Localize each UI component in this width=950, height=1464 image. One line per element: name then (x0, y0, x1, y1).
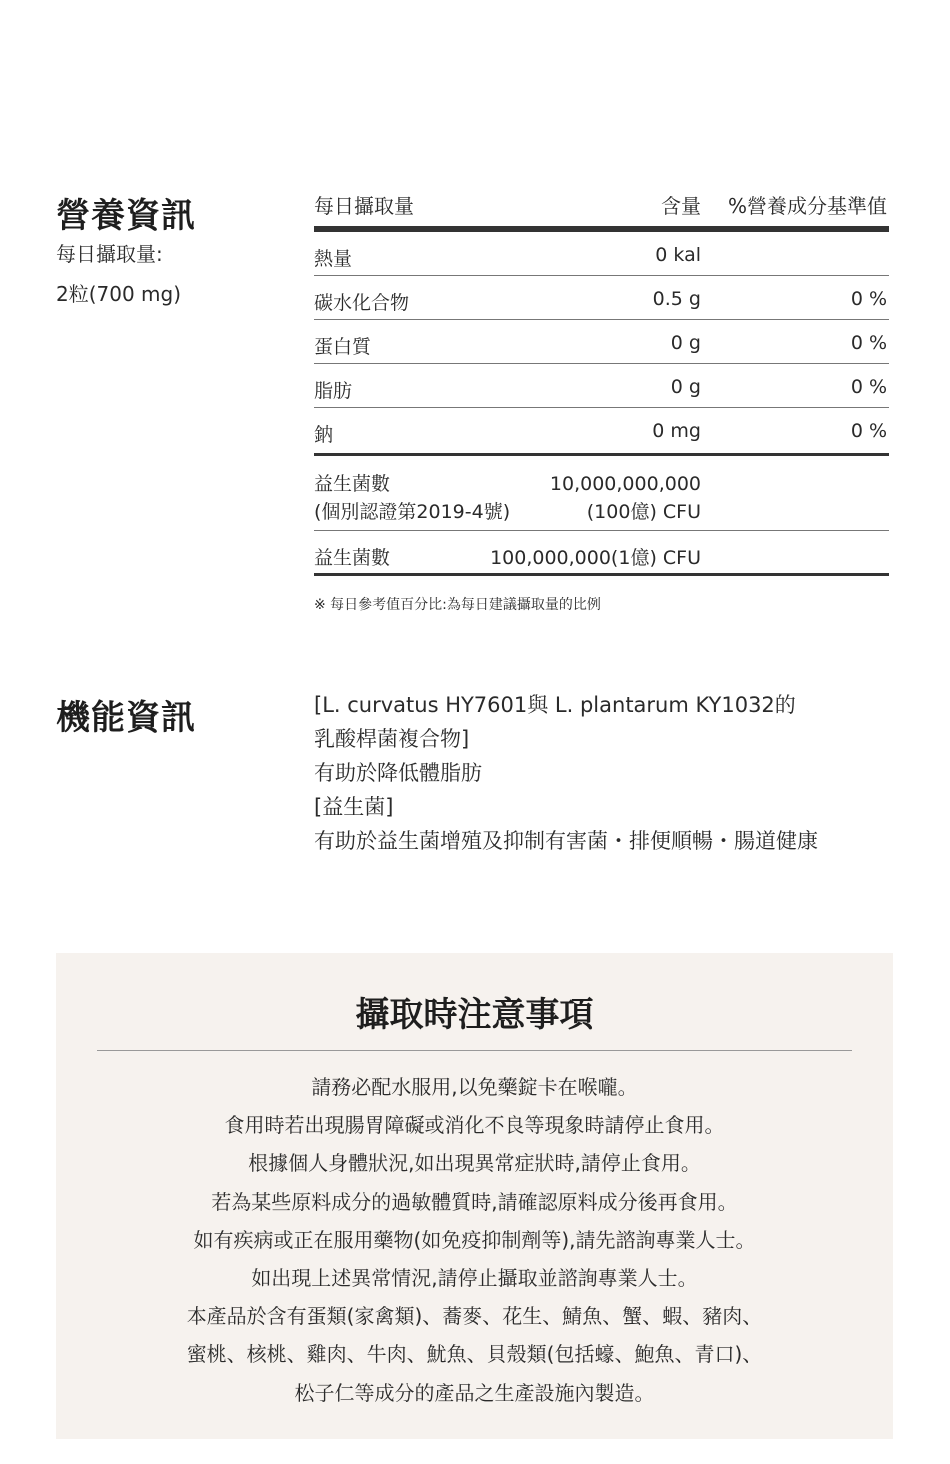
caution-line: 如有疾病或正在服用藥物(如免疫抑制劑等),請先諮詢專業人士。 (193, 1227, 756, 1252)
caution-line: 根據個人身體狀況,如出現異常症狀時,請停止食用。 (248, 1151, 701, 1176)
row-item: 鈉 (314, 424, 334, 446)
table-row-probiotic-count (314, 531, 889, 576)
table-row (314, 364, 889, 408)
row-item: 蛋白質 (314, 336, 372, 358)
table-row (314, 232, 889, 276)
caution-line: 請務必配水服用,以免藥錠卡在喉嚨。 (311, 1075, 638, 1099)
row-amount: 0.5 g (652, 288, 701, 310)
caution-title: 攝取時注意事項 (355, 995, 594, 1035)
caution-line: 蜜桃、核桃、雞肉、牛肉、魷魚、貝殼類(包括蠔、鮑魚、青口)、 (186, 1342, 763, 1367)
function-heading-1-line-1: [L. curvatus HY7601與 L. plantarum KY1032的 (314, 693, 796, 717)
header-item: 每日攝取量 (314, 194, 414, 218)
caution-line: 如出現上述異常情況,請停止攝取並諮詢專業人士。 (251, 1266, 698, 1291)
row-item: 熱量 (314, 248, 353, 270)
function-content (314, 688, 874, 858)
row-amount: 0 g (670, 376, 701, 398)
row-amount: 0 kal (655, 244, 701, 266)
header-amount: 含量 (661, 194, 701, 218)
row-item: 益生菌數 (314, 547, 391, 569)
row-amount: 0 g (670, 332, 701, 354)
table-row (314, 408, 889, 456)
caution-box (56, 953, 893, 1439)
nutrition-table (314, 180, 889, 576)
caution-list (56, 1068, 893, 1412)
table-row (314, 320, 889, 364)
function-heading-2: [益生菌] (314, 795, 394, 819)
table-footnote: ※ 每日參考值百分比:為每日建議攝取量的比例 (314, 597, 601, 613)
row-item: 碳水化合物 (314, 292, 410, 314)
serving-value: 2粒(700 mg) (56, 282, 182, 306)
header-daily-value: %營養成分基準值 (727, 194, 887, 218)
nutrition-title: 營養資訊 (56, 196, 196, 236)
probiotic-amount: 10,000,000,000 (549, 473, 701, 495)
function-heading-1-line-2: 乳酸桿菌複合物] (314, 727, 470, 751)
caution-line: 松子仁等成分的產品之生產設施內製造。 (294, 1380, 655, 1405)
probiotic-amount-cfu: (100億) CFU (586, 501, 701, 523)
row-amount: 0 mg (652, 420, 701, 442)
serving-label: 每日攝取量: (56, 242, 163, 266)
row-item (314, 470, 510, 526)
function-text-2: 有助於益生菌增殖及抑制有害菌・排便順暢・腸道健康 (314, 829, 818, 853)
row-daily-value: 0 % (850, 288, 887, 310)
row-amount (550, 470, 701, 526)
probiotic-label: 益生菌數 (314, 473, 391, 495)
row-daily-value: 0 % (850, 420, 887, 442)
caution-line: 本產品於含有蛋類(家禽類)、蕎麥、花生、鯖魚、蟹、蝦、豬肉、 (186, 1304, 763, 1329)
caution-divider (97, 1050, 852, 1051)
row-daily-value: 0 % (850, 332, 887, 354)
row-daily-value: 0 % (850, 376, 887, 398)
table-header (314, 180, 889, 232)
table-row (314, 276, 889, 320)
function-text-1: 有助於降低體脂肪 (314, 761, 482, 785)
function-title: 機能資訊 (56, 698, 196, 738)
row-item: 脂肪 (314, 380, 353, 402)
caution-line: 若為某些原料成分的過敏體質時,請確認原料成分後再食用。 (211, 1189, 738, 1214)
caution-line: 食用時若出現腸胃障礙或消化不良等現象時請停止食用。 (224, 1113, 725, 1138)
table-row-probiotic-individual (314, 456, 889, 531)
certification-label: (個別認證第2019-4號) (314, 501, 511, 523)
row-amount: 100,000,000(1億) CFU (490, 547, 701, 569)
